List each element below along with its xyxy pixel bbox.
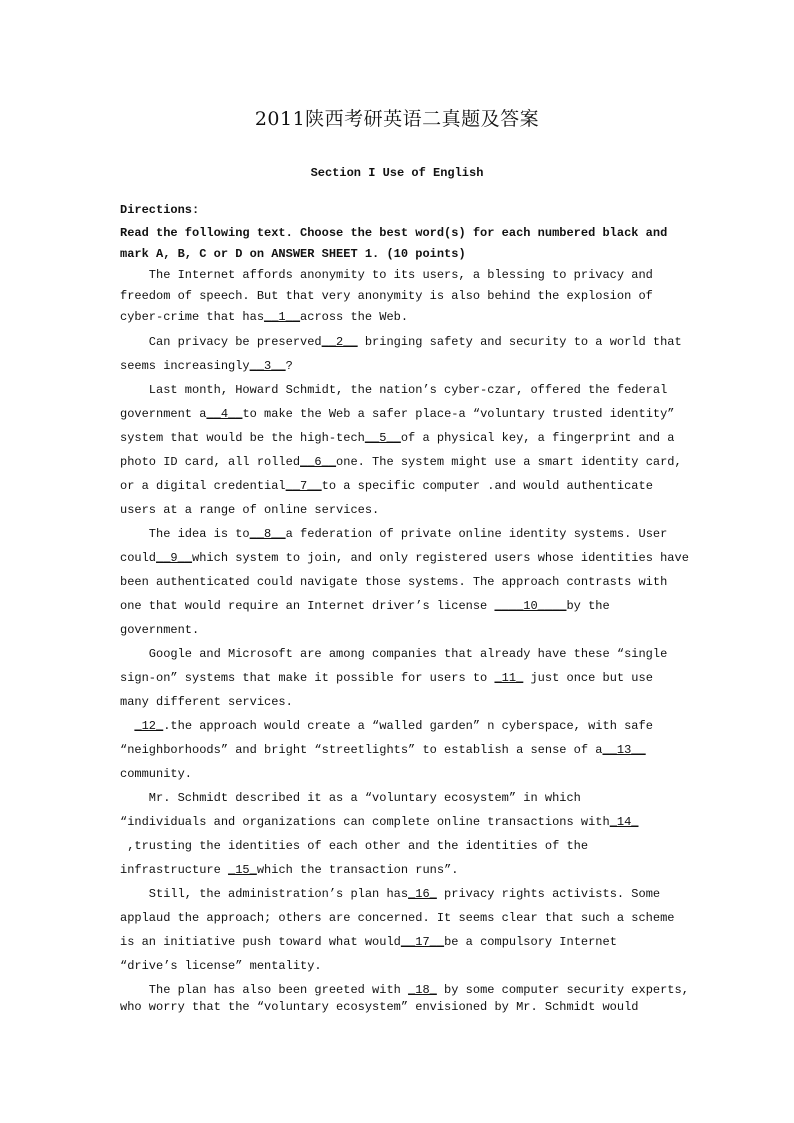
answer-blank: _18_ xyxy=(408,983,437,997)
text-line xyxy=(120,935,617,949)
text-line xyxy=(120,383,667,397)
text-segment: just once but use xyxy=(523,671,653,685)
text-segment: across the Web. xyxy=(300,310,409,324)
text-line xyxy=(120,268,653,282)
answer-blank: __6__ xyxy=(300,455,337,469)
answer-blank: _15_ xyxy=(228,863,257,877)
text-line xyxy=(120,815,639,829)
text-line xyxy=(120,289,653,303)
text-segment: infrastructure xyxy=(120,863,229,877)
text-segment: government. xyxy=(120,623,200,637)
text-segment: been authenticated could navigate those systems. The approach contrasts with xyxy=(120,575,668,589)
text-line xyxy=(120,527,667,541)
answer-blank: __8__ xyxy=(249,527,286,541)
text-line xyxy=(120,623,199,637)
text-line xyxy=(120,743,646,757)
answer-blank: _11_ xyxy=(494,671,524,685)
text-segment: applaud the approach; others are concerned. It seems clear that such a scheme xyxy=(120,911,675,925)
text-segment: many different services. xyxy=(120,695,293,709)
text-segment: one. The system might use a smart identity card, xyxy=(336,455,682,469)
text-line xyxy=(120,359,293,373)
text-segment: or a digital credential xyxy=(120,479,286,493)
text-segment: Google and Microsoft are among companies that already have these “single xyxy=(120,647,668,661)
text-line xyxy=(120,407,675,421)
text-line xyxy=(120,247,466,261)
text-line xyxy=(120,671,653,685)
text-segment: which the transaction runs”. xyxy=(256,863,459,877)
text-segment: is an initiative push toward what would xyxy=(120,935,401,949)
text-line xyxy=(120,599,610,613)
answer-blank: __13__ xyxy=(602,743,646,757)
text-segment: cyber-crime that has xyxy=(120,310,265,324)
text-line xyxy=(120,719,653,733)
text-segment: to make the Web a safer place-a “voluntary trusted identity” xyxy=(242,407,675,421)
text-segment: “neighborhoods” and bright “streetlights” to establish a sense of a xyxy=(120,743,603,757)
answer-blank: __2__ xyxy=(321,335,358,349)
text-segment xyxy=(120,719,134,733)
text-segment: community. xyxy=(120,767,193,781)
text-segment: The idea is to xyxy=(120,527,250,541)
answer-blank: __9__ xyxy=(156,551,193,565)
text-segment: be a compulsory Internet xyxy=(444,935,617,949)
text-line xyxy=(120,767,192,781)
text-segment: Last month, Howard Schmidt, the nation’s cyber-czar, offered the federal xyxy=(120,383,668,397)
text-segment: could xyxy=(120,551,157,565)
text-segment: “drive’s license” mentality. xyxy=(120,959,322,973)
text-line xyxy=(120,551,689,565)
text-segment: privacy rights activists. Some xyxy=(436,887,661,901)
answer-blank: __17__ xyxy=(400,935,445,949)
answer-blank: __4__ xyxy=(206,407,243,421)
text-segment: ,trusting the identities of each other and the identities of the xyxy=(120,839,589,853)
text-segment: a federation of private online identity systems. User xyxy=(285,527,668,541)
text-segment: The Internet affords anonymity to its users, a blessing to privacy and xyxy=(120,268,653,282)
text-line xyxy=(120,887,660,901)
text-line xyxy=(120,431,675,445)
text-segment: The plan has also been greeted with xyxy=(120,983,409,997)
text-segment: to a specific computer .and would authenticate xyxy=(321,479,653,493)
answer-blank: __1__ xyxy=(264,310,301,324)
answer-blank: _14_ xyxy=(609,815,639,829)
text-line xyxy=(120,203,199,217)
section-heading: Section I Use of English xyxy=(310,166,484,180)
text-segment: by some computer security experts, xyxy=(436,983,689,997)
text-line xyxy=(120,310,408,324)
text-segment: which system to join, and only registered users whose identities have xyxy=(192,551,689,565)
answer-blank: ____10____ xyxy=(494,599,567,613)
text-segment: system that would be the high-tech xyxy=(120,431,365,445)
text-segment: sign-on” systems that make it possible for users to xyxy=(120,671,495,685)
text-line xyxy=(120,959,322,973)
text-line xyxy=(120,503,379,517)
text-segment: Can privacy be preserved xyxy=(120,335,322,349)
text-line xyxy=(120,983,689,997)
answer-blank: __7__ xyxy=(285,479,322,493)
text-segment: seems increasingly xyxy=(120,359,250,373)
text-segment: .the approach would create a “walled garden” n cyberspace, with safe xyxy=(163,719,653,733)
text-segment: government a xyxy=(120,407,207,421)
answer-blank: _12_ xyxy=(134,719,164,733)
text-segment: by the xyxy=(566,599,610,613)
text-segment: freedom of speech. But that very anonymity is also behind the explosion of xyxy=(120,289,653,303)
text-line xyxy=(120,791,581,805)
text-line xyxy=(120,226,667,240)
text-segment: “individuals and organizations can complete online transactions with xyxy=(120,815,610,829)
text-segment: ? xyxy=(285,359,293,373)
answer-blank: __5__ xyxy=(364,431,401,445)
text-line xyxy=(120,335,682,349)
text-segment: of a physical key, a fingerprint and a xyxy=(400,431,675,445)
text-line xyxy=(120,479,653,493)
text-line xyxy=(120,863,458,877)
text-segment: one that would require an Internet driver’s license xyxy=(120,599,495,613)
text-segment: photo ID card, all rolled xyxy=(120,455,301,469)
text-line xyxy=(120,1000,638,1014)
text-line xyxy=(120,455,682,469)
text-line xyxy=(120,575,667,589)
text-line xyxy=(120,647,667,661)
text-line xyxy=(120,911,675,925)
text-line xyxy=(120,695,293,709)
text-segment: Read the following text. Choose the best word(s) for each numbered black and xyxy=(120,226,668,240)
text-segment: Directions: xyxy=(120,203,200,217)
text-line xyxy=(120,839,588,853)
answer-blank: _16_ xyxy=(408,887,437,901)
text-segment: users at a range of online services. xyxy=(120,503,380,517)
text-segment: Mr. Schmidt described it as a “voluntary ecosystem” in which xyxy=(120,791,581,805)
text-segment: mark A, B, C or D on ANSWER SHEET 1. (10 points) xyxy=(120,247,466,261)
text-segment: bringing safety and security to a world that xyxy=(357,335,682,349)
text-segment: Still, the administration’s plan has xyxy=(120,887,409,901)
page-title: 2011陕西考研英语二真题及答案 xyxy=(254,108,540,130)
answer-blank: __3__ xyxy=(249,359,286,373)
text-segment: who worry that the “voluntary ecosystem” envisioned by Mr. Schmidt would xyxy=(120,1000,639,1014)
